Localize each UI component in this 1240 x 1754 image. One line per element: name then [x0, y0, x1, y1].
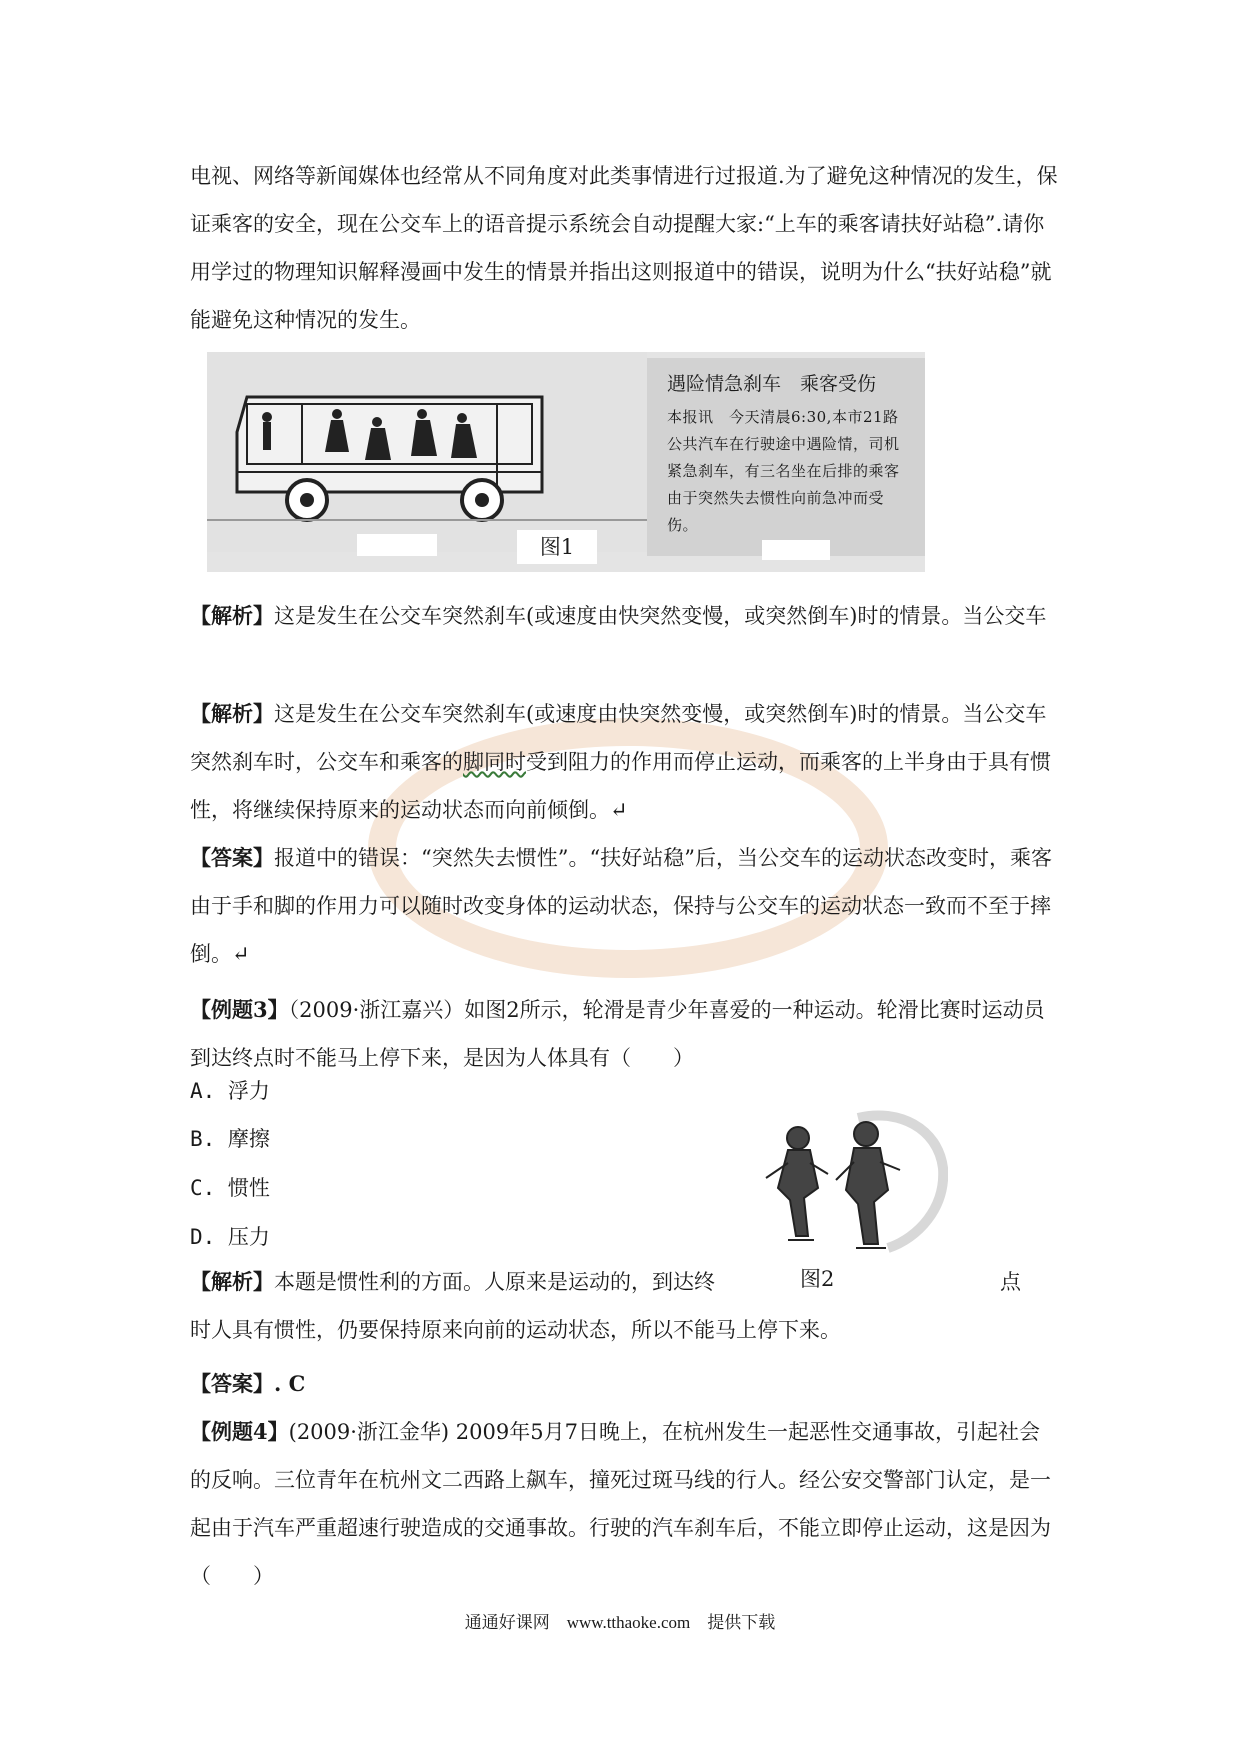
option-d: D. 压力	[190, 1225, 270, 1249]
analysis-text-wavy: 脚同时	[463, 750, 526, 774]
analysis-tag: 【解析】	[190, 603, 274, 628]
example-4	[190, 1408, 1060, 1600]
analysis-tag: 【解析】	[190, 1269, 274, 1294]
figure-2-caption: 图2	[800, 1267, 835, 1291]
analysis-text-post: 受到阻力的作用而停止运动，而乘客的上半身由于具有惯性，将继续保持原来的运动状态而向前倾倒。↵	[190, 750, 1051, 822]
example-text: (2009·浙江金华) 2009年5月7日晚上，在杭州发生一起恶性交通事故，引起社会的反响。三位青年在杭州文二西路上飙车，撞死过斑马线的行人。经公安交警部门认定，是一起由于汽车严重超速行驶造成的交通事故。行驶的汽车刹车后，不能立即停止运动，这是因为（ ）	[190, 1420, 1051, 1588]
figure-2-skaters-image	[748, 1108, 948, 1258]
answer-text: . C	[274, 1371, 306, 1396]
answer-tag: 【答案】	[190, 1371, 274, 1396]
page-footer: 通通好课网 www.tthaoke.com 提供下载	[464, 1613, 776, 1632]
example-tag: 【例题3】	[190, 997, 289, 1022]
option-a: A. 浮力	[190, 1079, 270, 1103]
analysis-tag: 【解析】	[190, 701, 274, 726]
scanned-answer-block	[188, 688, 1064, 1006]
scan-answer	[190, 834, 1062, 978]
example-tag: 【例题4】	[190, 1419, 289, 1444]
analysis-text: 本题是惯性利的方面。人原来是运动的，到达终	[274, 1270, 715, 1294]
analysis-text: 这是发生在公交车突然刹车(或速度由快突然变慢，或突然倒车)时的情景。当公交车	[274, 604, 1047, 628]
scan-analysis	[190, 690, 1062, 834]
answer-text: 报道中的错误：“突然失去惯性”。“扶好站稳”后，当公交车的运动状态改变时，乘客由于手和脚的作用力可以随时改变身体的运动状态，保持与公交车的运动状态一致而不至于摔倒。↵	[190, 846, 1052, 966]
mask-box	[357, 534, 437, 556]
analysis-1	[190, 592, 1060, 640]
analysis-text-pre: 这是发生在公交车突然刹车(或速度由快突然变慢，或突然倒车)时的情景。当公交车突然刹车时，公交车和乘客的	[190, 702, 1047, 774]
analysis-3-end: 点	[1000, 1270, 1021, 1294]
figure-1-caption: 图1	[517, 530, 597, 564]
news-body: 本报讯 今天清晨6:30,本市21路公共汽车在行驶途中遇险情，司机紧急刹车，有三名坐在后排的乘客由于突然失去惯性向前急冲而受伤。	[667, 408, 900, 534]
answer-3	[190, 1360, 1060, 1408]
mask-box	[762, 540, 830, 560]
option-c: C. 惯性	[190, 1176, 270, 1200]
figure-1	[207, 352, 925, 572]
analysis-3-continued: 时人具有惯性，仍要保持原来向前的运动状态，所以不能马上停下来。	[190, 1318, 841, 1342]
intro-paragraph: 电视、网络等新闻媒体也经常从不同角度对此类事情进行过报道.为了避免这种情况的发生，保证乘客的安全，现在公交车上的语音提示系统会自动提醒大家:“上车的乘客请扶好站稳”.请你用学过的物理知识解释漫画中发生的情景并指出这则报道中的错误，说明为什么“扶好站稳”就能避免这种情况的发生。	[190, 164, 1058, 332]
answer-tag: 【答案】	[190, 845, 274, 870]
bus-cartoon-image	[207, 352, 647, 552]
analysis-3	[190, 1258, 750, 1306]
news-clipping	[647, 358, 925, 556]
news-headline: 遇险情急刹车 乘客受伤	[667, 373, 877, 395]
option-b: B. 摩擦	[190, 1127, 270, 1151]
example-text: （2009·浙江嘉兴）如图2所示，轮滑是青少年喜爱的一种运动。轮滑比赛时运动员到达终点时不能马上停下来，是因为人体具有（ ）	[190, 998, 1045, 1070]
example-3	[190, 986, 1060, 1082]
